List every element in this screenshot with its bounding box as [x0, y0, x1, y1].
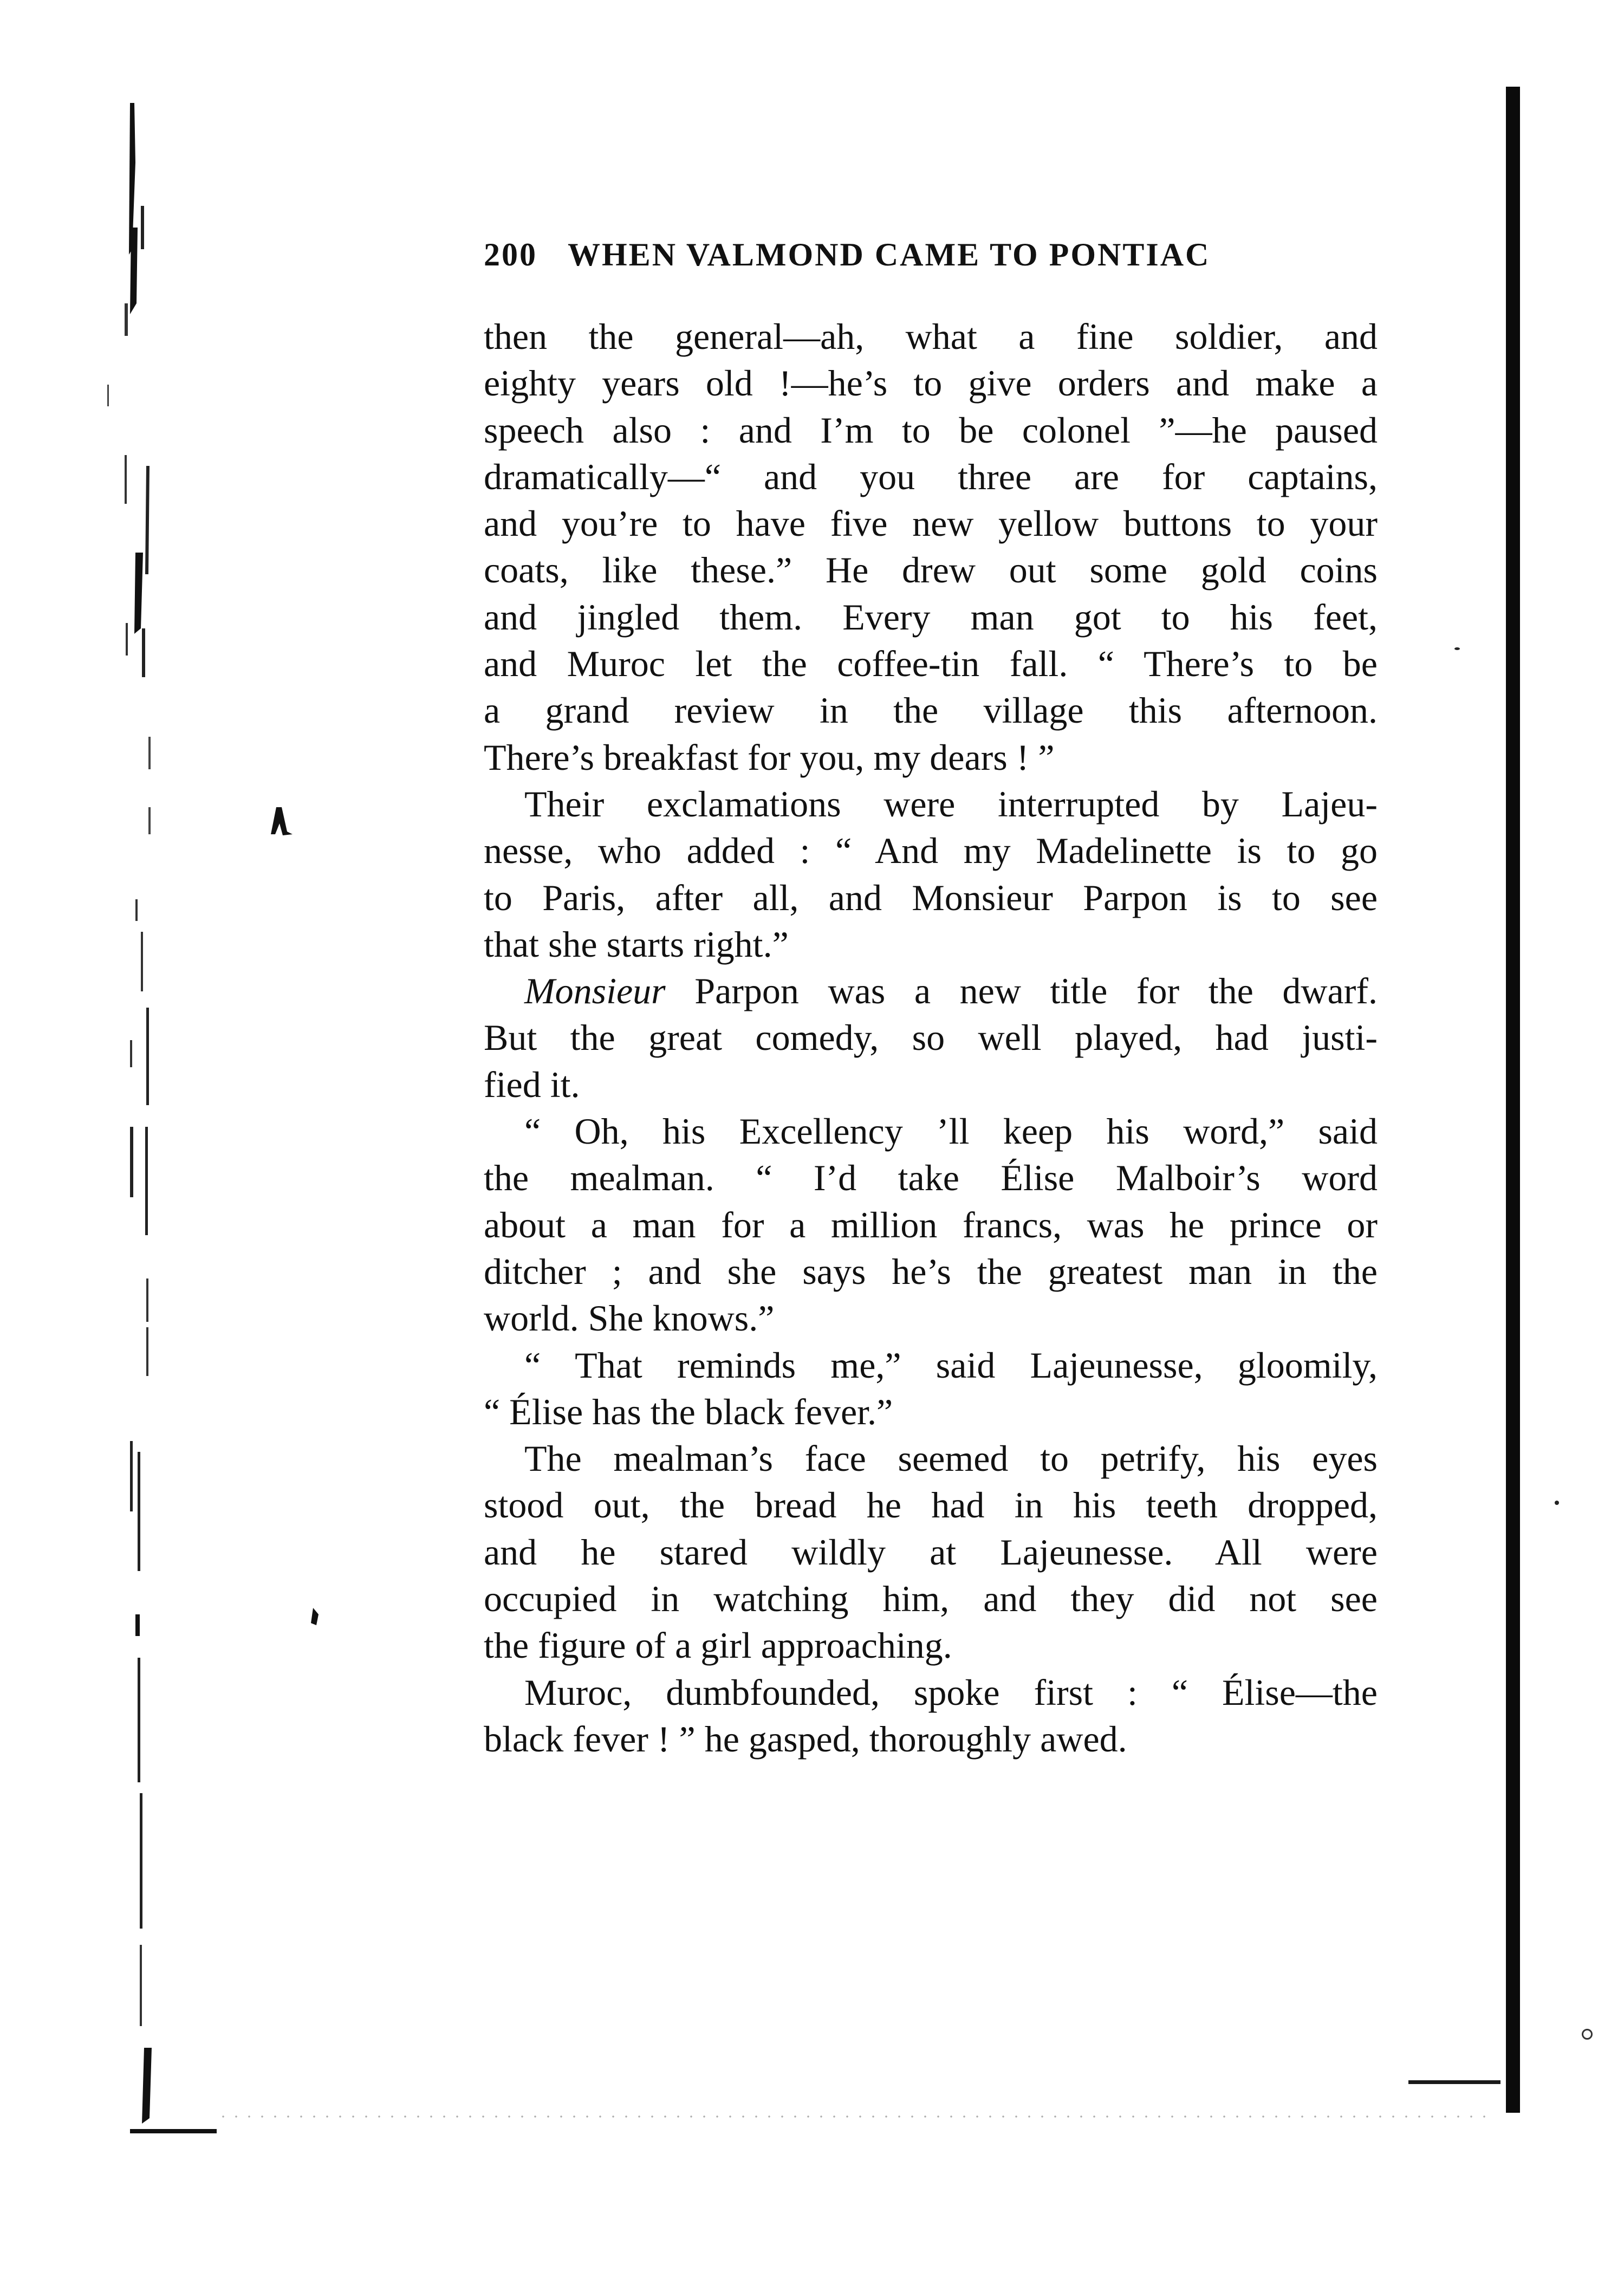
italic-word: Monsieur: [524, 970, 666, 1012]
scan-speck: [1582, 2029, 1593, 2040]
scan-dots: [217, 2115, 1490, 2118]
text-line: “ That reminds me,” said Lajeunesse, gloomily,: [524, 1344, 1378, 1386]
text-line: then the general—ah, what a fine soldier, and: [484, 316, 1378, 357]
scan-dash: [1408, 2080, 1500, 2084]
text-line: about a man for a million francs, was he prince or: [484, 1204, 1378, 1245]
text-line-with-italic: [484, 968, 1378, 1014]
text-line: nesse, who added : “ And my Madelinette is to go: [484, 830, 1378, 872]
running-title: WHEN VALMOND CAME TO PONTIAC: [568, 237, 1211, 272]
running-head: [484, 236, 1269, 274]
text-line: stood out, the bread he had in his teeth dropped,: [484, 1484, 1378, 1526]
text-line: The mealman’s face seemed to petrify, his eyes: [524, 1438, 1378, 1479]
text-line: dramatically—“ and you three are for captains,: [484, 456, 1378, 497]
text-line: a grand review in the village this afternoon.: [484, 690, 1378, 731]
text-line: occupied in watching him, and they did not see: [484, 1578, 1378, 1620]
scan-gutter-artifacts: [92, 87, 217, 2145]
text-line: But the great comedy, so well played, had justi-: [484, 1017, 1378, 1059]
text-line: “ Élise has the black fever.”: [484, 1391, 893, 1432]
text-line: coats, like these.” He drew out some gold coins: [484, 549, 1378, 591]
body-text: [484, 313, 1378, 1762]
text-line: There’s breakfast for you, my dears ! ”: [484, 736, 1055, 778]
scan-speck: [1555, 1501, 1559, 1505]
text-line: black fever ! ” he gasped, thoroughly awed.: [484, 1718, 1127, 1760]
margin-blot: [303, 1604, 325, 1636]
text-line: and jingled them. Every man got to his feet,: [484, 596, 1378, 638]
text-line: and Muroc let the coffee-tin fall. “ There’s to be: [484, 643, 1378, 685]
text-line: ditcher ; and she says he’s the greatest man in the: [484, 1250, 1378, 1292]
margin-mark-left: [260, 802, 303, 845]
text-line: fied it.: [484, 1063, 580, 1105]
text-line: and he stared wildly at Lajeunesse. All were: [484, 1531, 1378, 1573]
text-line: the figure of a girl approaching.: [484, 1625, 952, 1666]
text-line: world. She knows.”: [484, 1297, 775, 1339]
text-line: to Paris, after all, and Monsieur Parpon is to see: [484, 877, 1378, 918]
page-number: 200: [484, 237, 537, 272]
text-line: eighty years old !—he’s to give orders and make a: [484, 362, 1378, 404]
text-line: the mealman. “ I’d take Élise Malboir’s word: [484, 1157, 1378, 1199]
text-line: Their exclamations were interrupted by Lajeu-: [524, 783, 1378, 825]
text-line: “ Oh, his Excellency ’ll keep his word,” said: [524, 1111, 1378, 1152]
text-line: Muroc, dumbfounded, spoke first : “ Élise—the: [524, 1671, 1378, 1713]
text-line: speech also : and I’m to be colonel ”—he paused: [484, 409, 1378, 451]
binding-edge-rule: [1506, 87, 1520, 2113]
text-line-rest: Parpon was a new title for the dwarf.: [694, 970, 1378, 1012]
text-line: that she starts right.”: [484, 923, 789, 965]
scan-speck: [1454, 647, 1460, 650]
text-line: and you’re to have five new yellow buttons to your: [484, 503, 1378, 544]
